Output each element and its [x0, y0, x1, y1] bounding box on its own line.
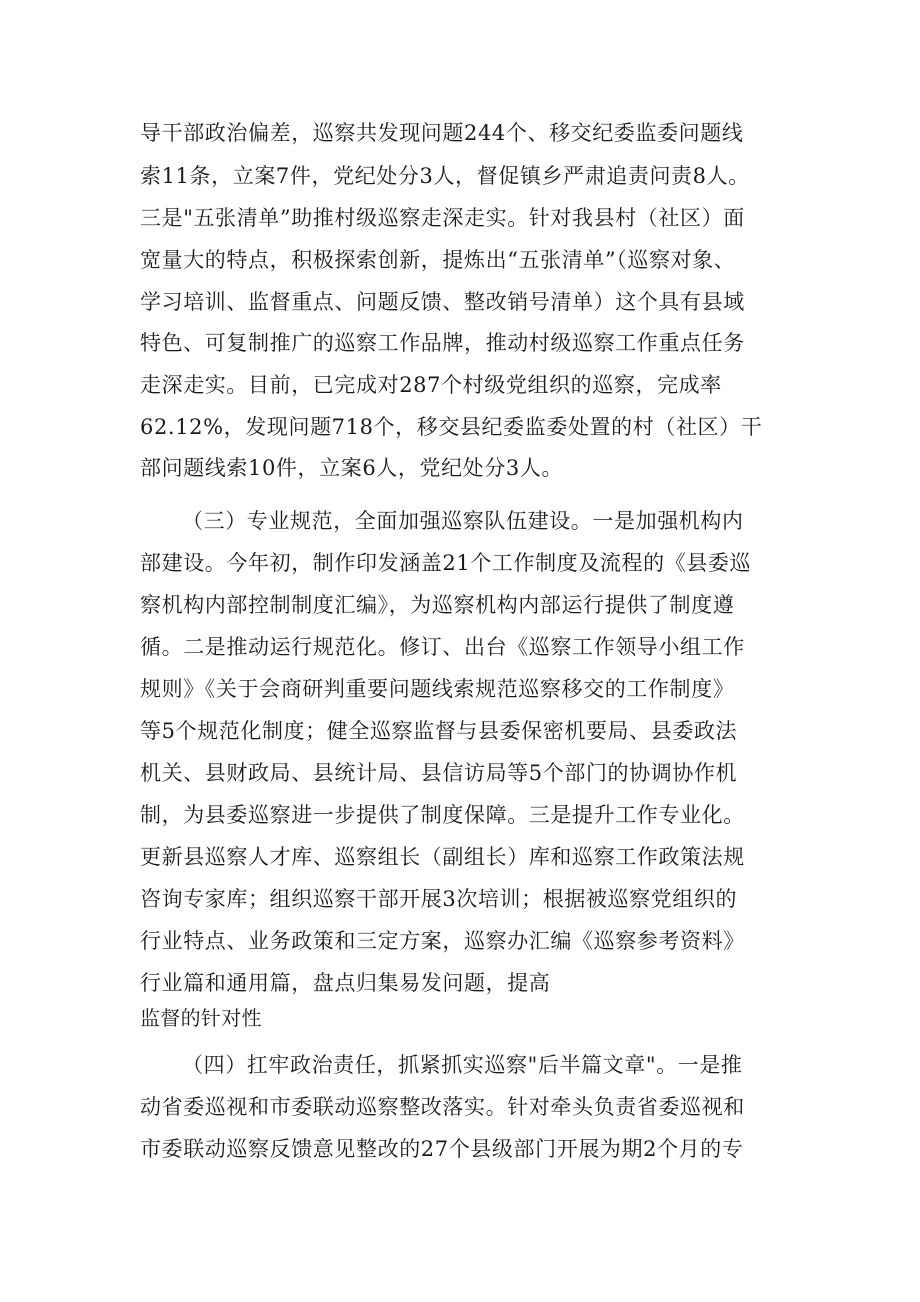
text-line: 咨询专家库；组织巡察干部开展3次培训；根据被巡察党组织的: [140, 887, 738, 911]
text-line: 监督的针对性: [140, 1006, 262, 1030]
text-line: 特色、可复制推广的巡察工作品牌，推动村级巡察工作重点任务: [140, 331, 745, 355]
text-line: 动省委巡视和市委联动巡察整改落实。针对牵头负责省委巡视和: [140, 1095, 745, 1119]
text-line: 等5个规范化制度；健全巡察监督与县委保密机要局、县委政法: [140, 719, 738, 743]
text-line: 制，为县委巡察进一步提供了制度保障。三是提升工作专业化。: [140, 803, 745, 827]
text-line: 宽量大的特点，积极探索创新，提炼出“五张清单”（巡察对象、: [140, 248, 736, 272]
paragraph-heading-line: （三）专业规范，全面加强巡察队伍建设。一是加强机构内: [182, 509, 744, 533]
text-line: 三是"五张清单”助推村级巡察走深走实。针对我县村（社区）面: [140, 206, 745, 230]
text-line: 市委联动巡察反馈意见整改的27个县级部门开展为期2个月的专: [140, 1137, 744, 1161]
text-line: 行业篇和通用篇，盘点归集易发问题，提高: [140, 971, 551, 995]
text-line: 规则》《关于会商研判重要问题线索规范巡察移交的工作制度》: [140, 677, 735, 701]
text-line: 学习培训、监督重点、问题反馈、整改销号清单）这个具有县域: [140, 290, 745, 314]
text-line: 62.12%，发现问题718个，移交县纪委监委处置的村（社区）干: [140, 415, 763, 439]
text-line: 行业特点、业务政策和三定方案，巡察办汇编《巡察参考资料》: [140, 929, 745, 953]
text-line: 走深走实。目前，已完成对287个村级党组织的巡察，完成率: [140, 373, 722, 397]
text-line: 导干部政治偏差，巡察共发现问题244个、移交纪委监委问题线: [140, 121, 744, 145]
text-line: 察机构内部控制制度汇编》，为巡察机构内部运行提供了制度遵: [140, 593, 735, 617]
text-line: 部问题线索10件，立案6人，党纪处分3人。: [140, 456, 564, 480]
text-line: 索11条，立案7件，党纪处分3人，督促镇乡严肃追责问责8人。: [140, 164, 750, 188]
text-line: 更新县巡察人才库、巡察组长（副组长）库和巡察工作政策法规: [140, 845, 745, 869]
text-line: 循。二是推动运行规范化。修订、出台《巡察工作领导小组工作: [140, 635, 745, 659]
text-line: 部建设。今年初，制作印发涵盖21个工作制度及流程的《县委巡: [140, 551, 752, 575]
text-line: 机关、县财政局、县统计局、县信访局等5个部门的协调协作机: [140, 761, 738, 785]
paragraph-heading-line: （四）扛牢政治责任，抓紧抓实巡察"后半篇文章"。一是推: [182, 1053, 743, 1077]
